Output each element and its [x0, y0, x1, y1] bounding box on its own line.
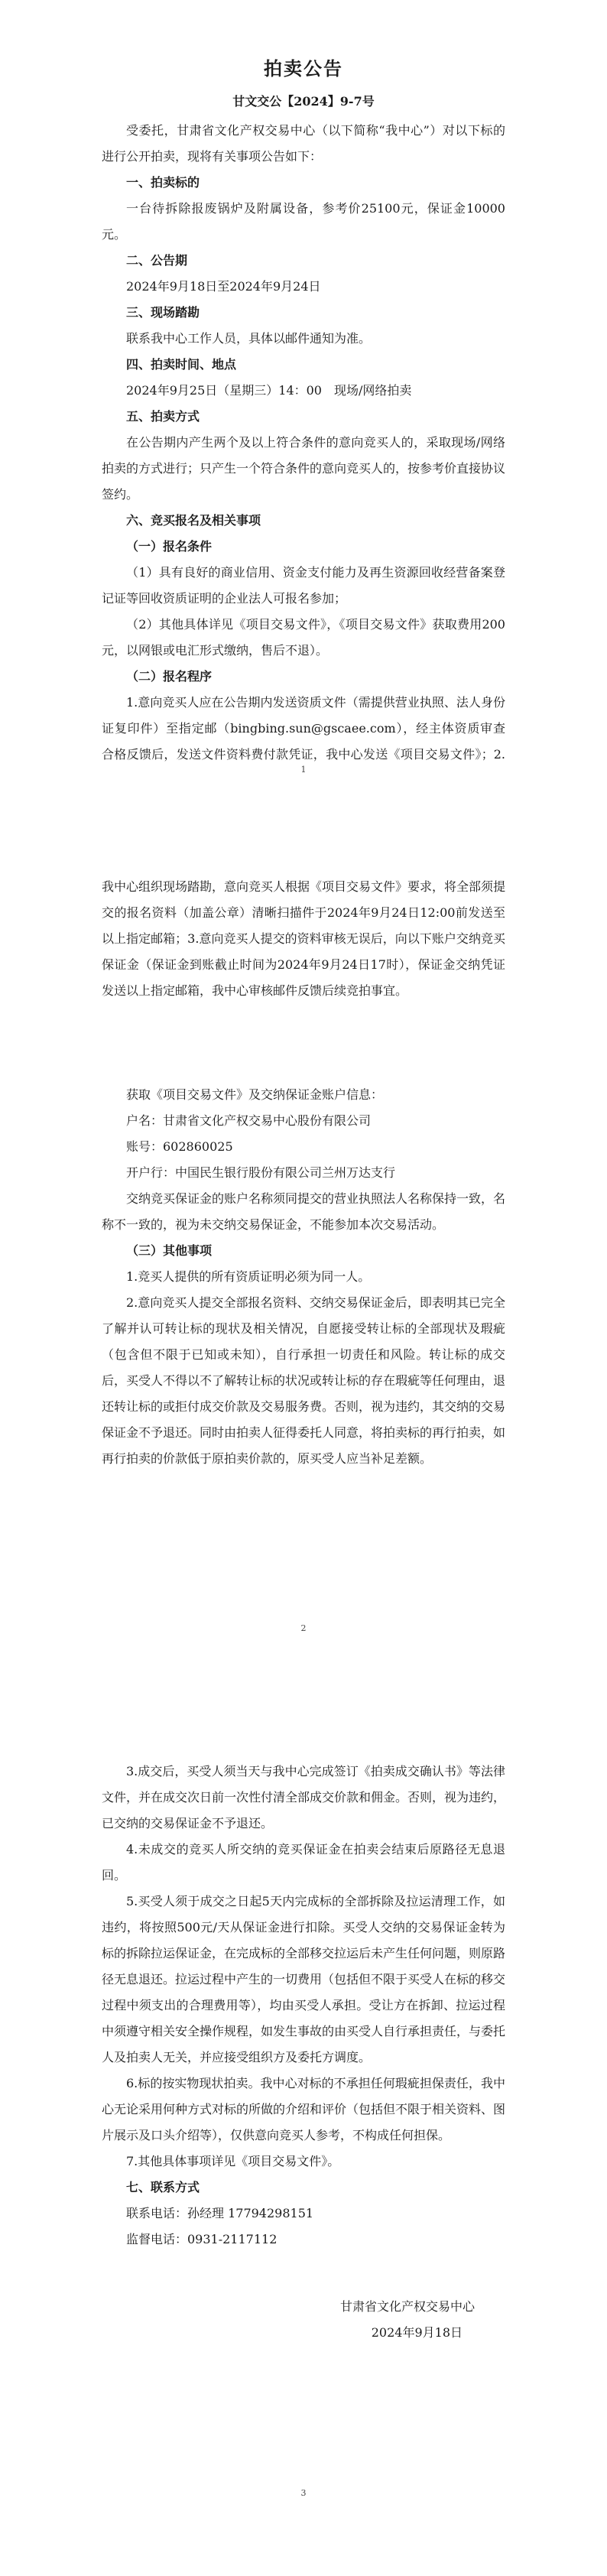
supervise-phone: 监督电话：0931-2117112: [126, 2232, 278, 2246]
page-2-content: [102, 874, 505, 1472]
other-3: 3.成交后，买受人须当天与我中心完成签订《拍卖成交确认书》等法律文件，并在成交次日前一次性付清全部成交价款和佣金。否则，视为违约，已交纳的交易保证金不予退还。: [102, 1764, 506, 1830]
section-6-heading: 六、竞买报名及相关事项: [126, 513, 261, 528]
procedure-1-part: [102, 690, 505, 768]
section-3-heading: 三、现场踏勘: [126, 305, 200, 320]
section-4-heading: 四、拍卖时间、地点: [126, 357, 237, 372]
procedure-1-text-continued-body: 交的报名资料（加盖公章）清晰扫描件于2024年9月24日12:00前发送至以上指定邮箱；3.意向竞买人提交的资料审核无误后，向以下账户交纳竞买保证金（保证金到账截止时间为2024年9月24日17时），保证金交纳凭证发送以上指定邮箱，我中心审核邮件反馈后续竞拍事宜。: [102, 905, 505, 998]
intro-paragraph: 受委托，甘肃省文化产权交易中心（以下简称“我中心”）对以下标的进行公开拍卖，现将有关事项公告如下：: [102, 123, 505, 164]
procedure-1-text: 1.意向竞买人应在公告期内发送资质文件（需提供营业执照、法人身份证复印件）至指定邮（bingbing.sun@gscaee.com），经主体资质审查合格反馈后，发送文件资料费付款凭证，我中心发送《项目交易文件》；2.: [102, 695, 505, 762]
document-title: 拍卖公告: [264, 57, 343, 80]
page-1-content: [102, 54, 505, 768]
other-7: 7.其他具体事项详见《项目交易文件》。: [126, 2154, 340, 2168]
other-2: 2.意向竞买人提交全部报名资料、交纳交易保证金后，即表明其已完全了解并认可转让标的现状及相关情况，自愿接受转让标的全部现状及瑕疵（包含但不限于已知或未知），自行承担一切责任和风险。转让标的成交后，买受人不得以不了解转让标的状况或转让标的存在瑕疵等任何理由，退还转让标的或拒付成交价款及交易服务费。否则，视为违约，其交纳的交易保证金不予退还。同时由拍卖人征得委托人同意，将拍卖标的再行拍卖，如再行拍卖的价款低于原拍卖价款的，原买受人应当补足差额。: [102, 1295, 506, 1466]
section-6-sub1-heading: （一）报名条件: [126, 539, 213, 554]
section-3-text: 联系我中心工作人员，具体以邮件通知为准。: [126, 331, 372, 346]
section-1-heading: 一、拍卖标的: [126, 175, 200, 190]
procedure-2: 获取《项目交易文件》及交纳保证金账户信息：: [126, 1087, 384, 1102]
other-1: 1.竞买人提供的所有资质证明必须为同一人。: [126, 1269, 371, 1284]
signature-date: 2024年9月18日: [371, 2325, 463, 2340]
page-number: 2: [300, 1623, 307, 1633]
section-2-text: 2024年9月18日至2024年9月24日: [126, 279, 321, 294]
section-2-heading: 二、公告期: [126, 253, 188, 268]
section-4-text: 2024年9月25日（星期三）14：00 现场/网络拍卖: [126, 383, 412, 398]
page-3-content: [102, 1759, 505, 2346]
page-number: 3: [300, 2488, 307, 2498]
section-6-sub2-heading: （二）报名程序: [126, 669, 213, 684]
condition-2: （2）其他具体详见《项目交易文件》，《项目交易文件》获取费用200元，以网银或电汇形式缴纳，售后不退）。: [102, 617, 505, 658]
account-name: 户名：甘肃省文化产权交易中心股份有限公司: [126, 1113, 372, 1128]
procedure-1-text-continued: 我中心组织现场踏勘，意向竞买人根据《项目交易文件》要求，将全部须提: [102, 879, 505, 894]
procedure-1-continued: [102, 874, 505, 900]
document-number: 甘文交公【2024】9-7号: [232, 94, 375, 109]
section-6-sub3-heading: （三）其他事项: [126, 1243, 213, 1258]
page-number: 1: [300, 765, 307, 775]
section-7-heading: 七、联系方式: [126, 2180, 200, 2194]
other-6: 6.标的按实物现状拍卖。我中心对标的不承担任何瑕疵担保责任，我中心无论采用何种方式对标的所做的介绍和评价（包括但不限于相关资料、图片展示及口头介绍等），仅供意向竞买人参考，不构成任何担保。: [102, 2076, 506, 2142]
bank-name: 开户行：中国民生银行股份有限公司兰州万达支行: [126, 1165, 396, 1180]
section-5-heading: 五、拍卖方式: [126, 409, 200, 424]
section-5-text: 在公告期内产生两个及以上符合条件的意向竞买人的，采取现场/网络拍卖的方式进行；只产生一个符合条件的意向竞买人的，按参考价直接协议签约。: [102, 435, 506, 502]
procedure-3: 交纳竞买保证金的账户名称须同提交的营业执照法人名称保持一致，名称不一致的，视为未交纳交易保证金，不能参加本次交易活动。: [102, 1191, 506, 1232]
other-4: 4.未成交的竞买人所交纳的竞买保证金在拍卖会结束后原路径无息退回。: [102, 1842, 505, 1882]
signature-org: 甘肃省文化产权交易中心: [339, 2299, 475, 2314]
section-1-text: 一台待拆除报废锅炉及附属设备，参考价25100元，保证金10000元。: [102, 201, 505, 242]
condition-1: （1）具有良好的商业信用、资金支付能力及再生资源回收经营备案登记证等回收资质证明的企业法人可报名参加；: [102, 565, 505, 606]
account-number: 账号：602860025: [126, 1139, 233, 1154]
other-5: 5.买受人须于成交之日起5天内完成标的全部拆除及拉运清理工作，如违约，将按照500元/天从保证金进行扣除。买受人交纳的交易保证金转为标的拆除拉运保证金，在完成标的全部移交拉运后未产生任何问题，则原路径无息退还。拉运过程中产生的一切费用（包括但不限于买受人在标的移交过程中须支出的合理费用等），均由买受人承担。受让方在拆卸、拉运过程中须遵守相关安全操作规程，如发生事故的由买受人自行承担责任，与委托人及拍卖人无关，并应接受组织方及委托方调度。: [102, 1894, 506, 2064]
procedure-1-continued-body: [102, 900, 505, 1082]
contact-phone: 联系电话：孙经理 17794298151: [126, 2206, 314, 2220]
